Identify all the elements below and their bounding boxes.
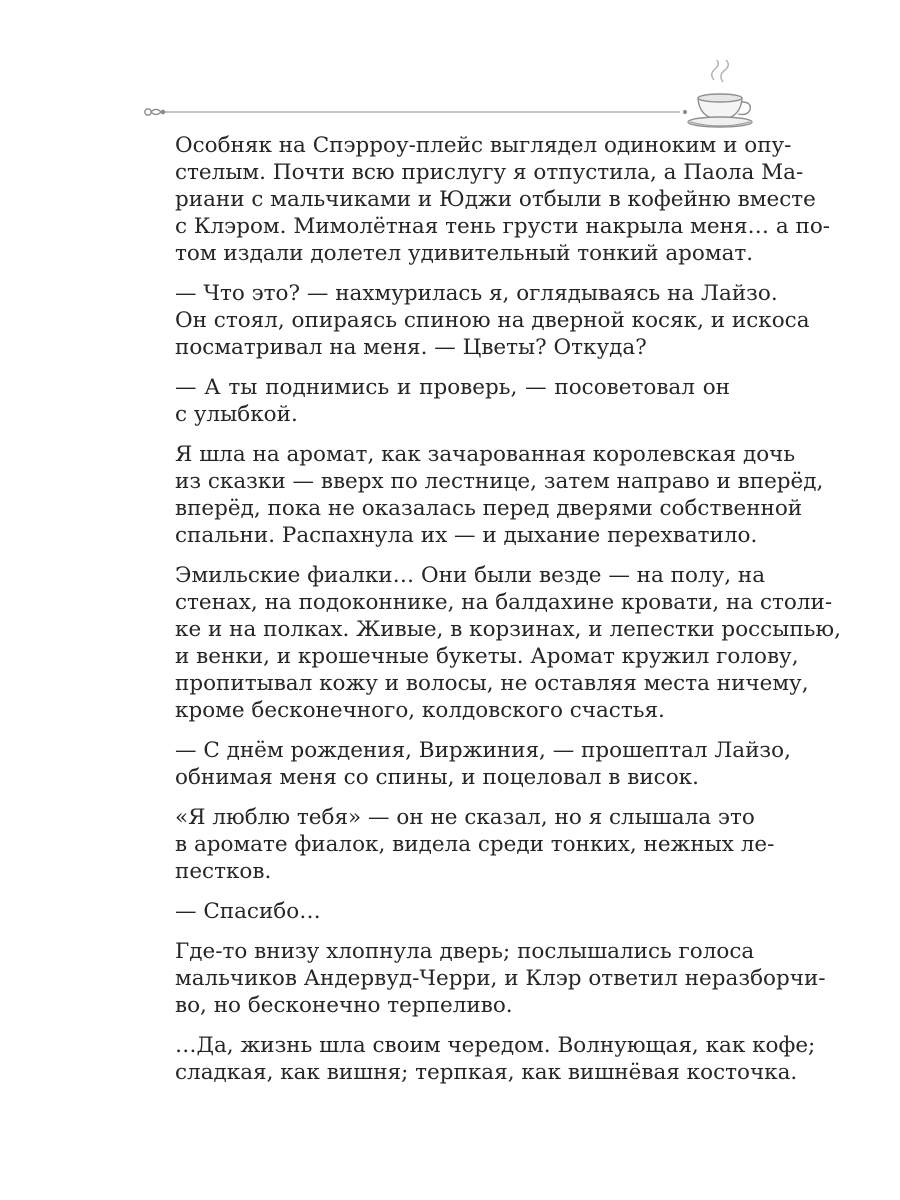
- header-ornament: [140, 60, 760, 130]
- text-line: мальчиков Андервуд-Черри, и Клэр ответил неразборчи-: [175, 966, 826, 991]
- text-line: «Я люблю тебя» — он не сказал, но я слышала это: [175, 805, 755, 830]
- text-line: посматривал на меня. — Цветы? Откуда?: [175, 335, 647, 360]
- text-line: …Да, жизнь шла своим чередом. Волнующая, как кофе;: [175, 1033, 816, 1058]
- text-line: стенах, на подоконнике, на балдахине кровати, на столи-: [175, 590, 833, 615]
- text-line: пропитывал кожу и волосы, не оставляя места ничему,: [175, 671, 809, 696]
- paragraph-2: [145, 280, 810, 361]
- text-line: во, но бесконечно терпеливо.: [175, 993, 513, 1018]
- text-line: в аромате фиалок, видела среди тонких, нежных ле-: [175, 832, 775, 857]
- paragraph-10: [145, 1032, 816, 1086]
- text-line: Я шла на аромат, как зачарованная королевская дочь: [175, 442, 796, 467]
- text-line: пестков.: [175, 859, 272, 884]
- ornament-graphic: [140, 60, 760, 130]
- text-line: стелым. Почти всю прислугу я отпустила, а Паола Ма-: [175, 160, 804, 185]
- text-line: кроме бесконечного, колдовского счастья.: [175, 698, 665, 723]
- text-line: том издали долетел удивительный тонкий аромат.: [175, 241, 754, 266]
- text-line: Особняк на Спэрроу-плейс выглядел одиноким и опу-: [175, 133, 792, 158]
- text-line: — С днём рождения, Виржиния, — прошептал Лайзо,: [175, 738, 791, 763]
- text-line: обнимая меня со спины, и поцеловал в висок.: [175, 765, 699, 790]
- text-line: сладкая, как вишня; терпкая, как вишнёвая косточка.: [175, 1060, 798, 1085]
- text-block: [145, 132, 841, 1099]
- text-line: — Спасибо…: [175, 899, 321, 924]
- paragraph-5: [145, 562, 841, 724]
- paragraph-9: [145, 938, 826, 1019]
- text-line: спальни. Распахнула их — и дыхание перехватило.: [175, 523, 758, 548]
- text-line: с улыбкой.: [175, 402, 298, 427]
- text-line: риани с мальчиками и Юджи отбыли в кофейню вместе: [175, 187, 816, 212]
- coffee-cup-icon: [688, 60, 752, 127]
- text-line: Эмильские фиалки… Они были везде — на полу, на: [175, 563, 766, 588]
- paragraph-7: [145, 804, 775, 885]
- text-line: ке и на полках. Живые, в корзинах, и лепестки россыпью,: [175, 617, 841, 642]
- paragraph-1: [145, 132, 831, 267]
- paragraph-6: [145, 737, 791, 791]
- text-line: — А ты поднимись и проверь, — посоветовал он: [175, 375, 730, 400]
- text-line: с Клэром. Мимолётная тень грусти накрыла меня… а по-: [175, 214, 831, 239]
- text-line: — Что это? — нахмурилась я, оглядываясь на Лайзо.: [175, 281, 778, 306]
- text-line: Где-то внизу хлопнула дверь; послышались голоса: [175, 939, 755, 964]
- text-line: из сказки — вверх по лестнице, затем направо и вперёд,: [175, 469, 824, 494]
- paragraph-4: [145, 441, 824, 549]
- scroll-flourish-icon: [145, 109, 165, 115]
- text-line: Он стоял, опираясь спиною на дверной косяк, и искоса: [175, 308, 810, 333]
- text-line: вперёд, пока не оказалась перед дверями собственной: [175, 496, 803, 521]
- paragraph-8: [145, 898, 730, 925]
- paragraph-3: [145, 374, 730, 428]
- rule-end-dot: [683, 110, 687, 114]
- text-line: и венки, и крошечные букеты. Аромат кружил голову,: [175, 644, 799, 669]
